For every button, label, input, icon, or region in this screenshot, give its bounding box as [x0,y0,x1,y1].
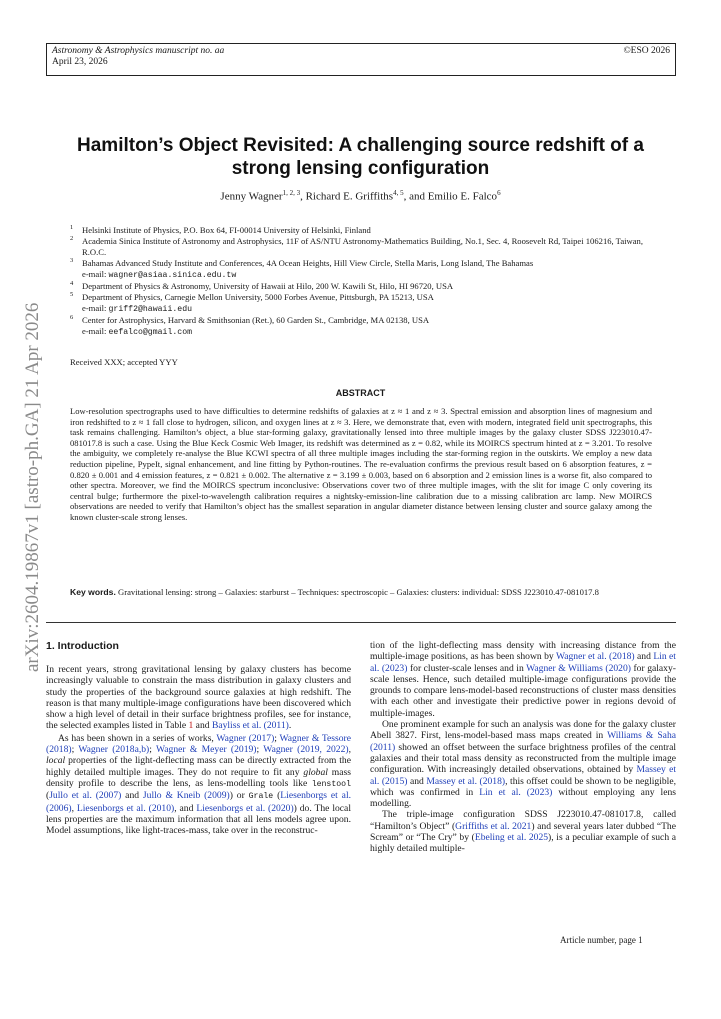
paragraph [46,733,351,837]
citation-link[interactable]: Wagner & Meyer (2019) [156,744,257,756]
title-line-1: Hamilton’s Object Revisited: A challenging source redshift of a [77,135,644,156]
email-address[interactable]: griff2@hawaii.edu [108,305,193,314]
author-list [40,189,681,203]
paragraph [370,640,676,719]
header-left [52,46,224,68]
affiliation-text: Department of Physics & Astronomy, University of Hawaii at Hilo, 200 W. Kawili St, Hilo, HI 96720, USA [82,281,454,291]
affiliation-number: 5 [70,291,74,298]
affiliation-text: Bahamas Advanced Study Institute and Conferences, 4A Ocean Heights, Hill View Circle, Stella Maris, Long Island, The Bahamas [82,258,534,268]
text-run: and [407,775,427,787]
citation-link[interactable]: Liesenborgs et al. (2020) [196,802,294,814]
affiliation-item [70,315,660,338]
affiliation-item [70,225,660,236]
affiliation-text: Academia Sinica Institute of Astronomy and Astrophysics, 11F of AS/NTU Astronomy-Mathematics Building, No.1, Sec. 4, Roosevelt Rd, Taipei 106216, Taiwan, R.O.C. [82,236,643,257]
text-run: . [288,720,292,732]
text-run: The triple-image configuration SDSS J223010.47-081017.8, called “Hamilton’s Object” ( [370,809,676,832]
paragraph [46,664,351,732]
text-run: and [634,651,654,663]
citation-link[interactable]: Massey et al. (2015) [370,764,676,787]
paragraph [370,719,676,809]
email-address[interactable]: eefalco@gmail.com [108,328,193,337]
text-run: , this offset could be shown to be negligible, which was confirmed in [370,775,676,798]
citation-link[interactable]: Griffiths et al. 2021 [455,820,532,832]
author-separator: , [300,190,306,203]
paragraph [370,809,676,854]
text-run: properties of the light-deflecting mass can be directly extracted from the highly detailed multiple images. They do not require to fit any [46,755,351,778]
citation-link[interactable]: Wagner & Tessore (2018) [46,732,351,756]
text-run: ) or [229,790,249,802]
text-run: ) and several years later dubbed “The Scream” or “The Cry” by ( [370,820,676,844]
text-run: showed an offset between the surface brightness profiles of the central galaxies and their total mass density as reconstructed from the multiple image configuration. With increasingly detailed observations, obtained by [370,741,676,776]
email-prefix: e-mail: [82,303,109,313]
author-affil-sup: 4, 5 [393,189,404,197]
arxiv-stamp-text: arXiv:2604.19867v1 [astro-ph.GA] 21 Apr 2026 [22,302,43,672]
text-run: ( [273,790,281,802]
header-date: April 23, 2026 [52,57,108,67]
abstract-text: Low-resolution spectrographs used to have difficulties to determine redshifts of galaxies at z ≈ 1 and z ≈ 3. Spectral emission and absorption lines of magnesium and iron redshifted to z ≈ 1 fall close to hydrogen, silicon, and oxygen lines at z ≈ 3. Here, we demonstrate that, even with modern, integrated field unit spectrographs, this task remains challenging. Hamilton’s object, a blue star-forming galaxy, gravitationally lensed into three multiple images by the galaxy cluster SDSS J223010.47-081017.8 is such a case. Using the Blue Keck Cosmic Web Imager, its redshift was determined as z = 0.82, while its MOIRCS spectrum hinted at z = 3.201. To resolve the ambiguity, we completely re-analyse the Blue KCWI spectra of all three multiple images including the star-forming region in the outskirts. We employ a new data reduction pipeline, PypeIt, signal enhancement, and line fitting by Python-routines. The re-evaluation confirms the previous result based on 6 absorption features, z = 0.820 ± 0.001 and 4 emission features, z = 0.821 ± 0.002. The alternative z = 3.199 ± 0.003, based on 6 absorption and 2 emission lines is a worse fit, also compared to other spectra. Moreover, we find the MOIRCS spectrum inconclusive: Observations cover two of three multiple images, with the slit for image C only covering its central bulge; furthermore the pixel-to-wavelength calibration requires a nightsky-emission-line calibration due to a missing calibration arc lamp. New MOIRCS observations are needed to verify that Hamilton’s object has the smallest separation in angular diameter distance between lensing cluster and source galaxy among the known cluster-scale strong lenses. [70,406,652,522]
author-name: Jenny Wagner [220,190,283,203]
text-run: ( [46,790,50,802]
text-run: , [348,744,351,756]
text-run: and [121,790,143,802]
author-name: Richard E. Griffiths [305,190,394,203]
email-address[interactable]: wagner@asiaa.sinica.edu.tw [108,271,237,280]
right-column [370,640,676,855]
citation-link[interactable]: Williams & Saha (2011) [370,730,676,753]
text-run: and [193,720,212,732]
text-run: ; [71,744,79,756]
affiliation-text: Helsinki Institute of Physics, P.O. Box 64, FI-00014 University of Helsinki, Finland [82,225,371,235]
citation-link[interactable]: Ebeling et al. 2025 [474,832,549,844]
affiliation-number: 1 [70,224,74,231]
text-run: , and [174,802,197,814]
text-run: , [71,802,77,814]
text-run: ; [149,744,157,756]
received-line: Received XXX; accepted YYY [70,357,178,367]
section-heading-introduction: 1. Introduction [46,640,119,652]
author-affil-sup: 1, 2, 3 [282,189,301,197]
affiliation-number: 4 [70,280,74,287]
text-run: ; [256,744,264,756]
header-copyright: ©ESO 2026 [623,46,670,56]
author-separator: , and [403,190,428,203]
affiliation-text: Department of Physics, Carnegie Mellon University, 5000 Forbes Avenue, Pittsburgh, PA 15213, USA [82,292,434,302]
affiliation-number: 3 [70,257,74,264]
author-affil-sup: 6 [497,189,501,197]
table-ref-link[interactable]: 1 [188,720,194,732]
text-run: tion of the light-deflecting mass density with increasing distance from the multiple-image positions, as has been shown by [370,640,676,663]
citation-link[interactable]: Wagner (2017) [216,732,275,744]
citation-link[interactable]: Wagner (2018a,b) [78,744,150,756]
citation-link[interactable]: Jullo et al. (2007) [49,790,122,802]
text-run: ) do. The local lens properties are the maximum information that all lens models agree upon. Model assumptions, like light-traces-mass, take over in the reconstruc- [46,802,351,837]
citation-link[interactable]: Liesenborgs et al. (2010) [76,802,175,814]
citation-link[interactable]: Lin et al. (2023) [370,651,676,674]
emphasis: global [303,766,328,778]
affiliation-item [70,281,660,292]
affiliation-item [70,258,660,281]
text-run: In recent years, strong gravitational lensing by galaxy clusters has become increasingly valuable to constrain the mass distribution in galaxy clusters and study the properties of the background source galaxies at high redshift. The reason is that many multiple-image configurations have been discovered which show a high level of detail in their surface brightness profiles, see for instance, the selected examples listed in Table [46,664,351,732]
emphasis: local [46,755,66,767]
arxiv-stamp [22,252,43,672]
paper-title [40,134,681,180]
text-run: One prominent example for such an analysis was done for the galaxy cluster Abell 3827. First, lens-model-based mass maps created in [370,719,676,742]
text-run: for cluster-scale lenses and in [407,662,527,674]
citation-link[interactable]: Wagner & Williams (2020) [526,662,631,674]
citation-link[interactable]: Lin et al. (2023) [479,786,553,798]
arxiv-stamp-svg [22,252,43,672]
affiliation-item [70,292,660,315]
text-run: As has been shown in a series of works, [58,732,217,744]
author-name: Emilio E. Falco [427,190,498,203]
code-name: lenstool [311,779,351,789]
text-run: ; [274,732,280,744]
title-line-2: strong lensing configuration [231,158,490,179]
affiliation-number: 6 [70,314,74,321]
affiliation-item [70,236,660,258]
affiliation-number: 2 [70,235,74,242]
running-header [46,43,676,76]
keywords-label: Key words. [70,587,116,597]
email-prefix: e-mail: [82,269,109,279]
section-divider [46,622,676,623]
text-run: mass density profile to describe the lens, as lens-modelling tools like [46,766,351,789]
abstract-heading: ABSTRACT [335,388,386,398]
email-prefix: e-mail: [82,326,109,336]
text-run: without employing any lens modelling. [370,786,676,810]
keywords [70,587,652,598]
affiliation-text: Center for Astrophysics, Harvard & Smithsonian (Ret.), 60 Garden St., Cambridge, MA 02138, USA [82,315,430,325]
keywords-text: Gravitational lensing: strong – Galaxies: starburst – Techniques: spectroscopic – Galaxies: clusters: individual: SDSS J223010.47-081017.8 [118,587,599,597]
citation-link[interactable]: Wagner et al. (2018) [555,651,635,663]
text-run: ), is a peculiar example of such a highly detailed multiple- [370,832,677,855]
citation-link[interactable]: Wagner (2019, 2022) [263,744,349,756]
code-name: Grale [248,792,274,802]
page-footer: Article number, page 1 [560,935,643,945]
journal-name: Astronomy & Astrophysics manuscript no. aa [52,46,225,56]
citation-link[interactable]: Massey et al. (2018) [426,775,506,787]
citation-link[interactable]: Bayliss et al. (2011) [211,720,289,732]
citation-link[interactable]: Jullo & Kneib (2009) [142,790,230,802]
affiliation-list [70,225,660,338]
left-column [46,664,351,836]
text-run: for galaxy-scale lenses. Hence, such detailed multiple-image configurations provide the grounds to compare lens-model-based reconstructions of cluster mass densities with each other and investigate their predictive power in regions devoid of multiple-images. [370,662,676,719]
citation-link[interactable]: Liesenborgs et al. (2006) [46,790,352,814]
